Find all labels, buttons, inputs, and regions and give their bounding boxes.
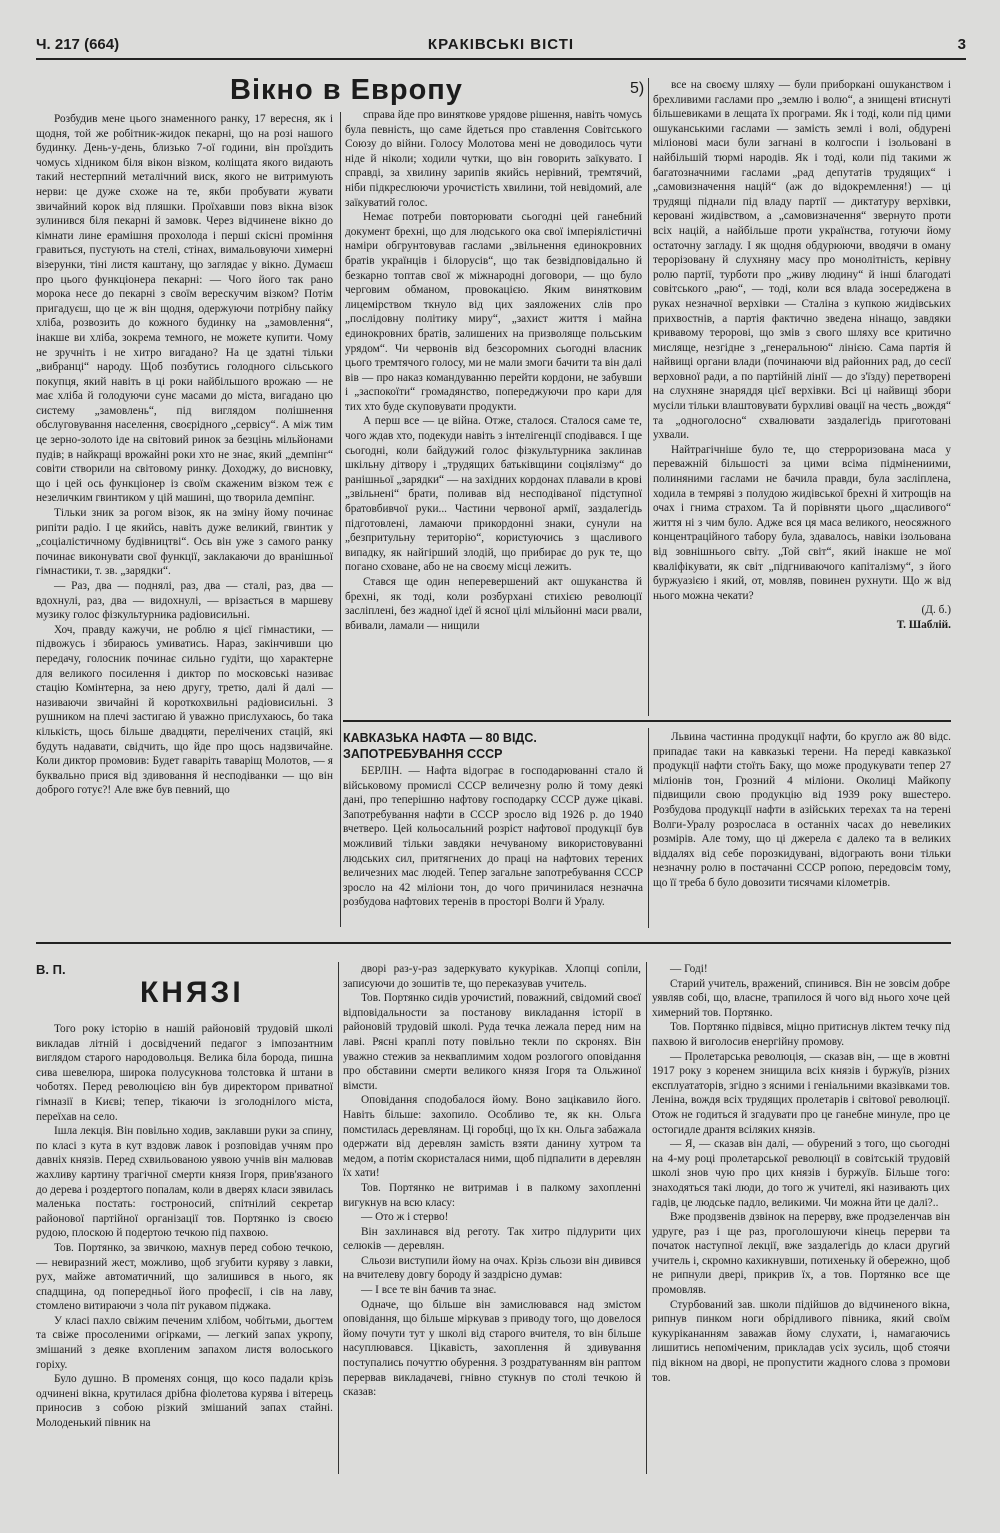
paragraph: Вже продзвенів дзвінок на перерву, вже продзеленчав він удруге, раз і ще раз, проголошуючи кінець перерви та початок наступної лекції, вже заздалегідь до класи другий учитель і, скромно кахикнувши, потихеньку й обережно, щоб не рипнули двері, прикрив їх, а тов. Портянко все ще промовляв. <box>652 1211 950 1297</box>
paragraph: Стався ще один неперевершений акт ошуканства й брехні, як тоді, коли розбурхані стихією революції засліплені, без жадної ідеї й ясної цілі мільйонні маси рвали, вбивали, ламали — нищили <box>345 576 642 632</box>
newspaper-name: КРАКІВСЬКІ ВІСТІ <box>427 36 575 53</box>
paragraph: — Ото ж і стерво! <box>361 1211 449 1224</box>
paragraph: Одначе, що більше він замислювався над змістом оповідання, що більше міркував з приводу того, що довелося йому почути тут у школі від старого вчителя, то він більше насуплювався. Цікавість, захоплення й здивування поступались почуттю обурення. З роздратуванням він раптом перервав викладачеві, гнівно стукнув по столі течкою й сказав: <box>343 1298 641 1399</box>
section-rule <box>343 720 951 722</box>
article3-column-2 <box>343 962 641 1474</box>
paragraph: Він захлинався від реготу. Так хитро підлурити цих селюків — деревлян. <box>343 1225 641 1253</box>
paragraph: Того року історію в нашій районовій трудовій школі викладав літній і досвідчений педагог з імпозантним виглядом старого народовольця. Велика біла борода, пишна сива шевелюра, широка полусукнова толстовка й штани в чоботях. Перед революцією він був директором приватної гімназії в Києві; тепер, тікаючи із зголоднілого міста, переїхав на село. <box>36 1023 333 1123</box>
paragraph: Стурбований зав. школи підійшов до відчиненого вікна, рипнув пинком ноги обрідливого півника, який своїм кукурікананням заважав йому слухати, і, намагаючись лишитись непоміченим, прикладав усіх зусиль, щоб стоячи під вікном на дворі, не пропустити жадного слова з промови тов. <box>652 1298 950 1384</box>
paragraph: Тов. Портянко не витримав і в палкому захопленні вигукнув на всю класу: <box>343 1181 641 1209</box>
paragraph: У класі пахло свіжим печеним хлібом, чобітьми, дьогтем та свіже просоленими огірками, — легкий запах укропу, змішаний з деяке вхопленим запахом листя волоського горіху. <box>36 1314 333 1371</box>
article3-title: КНЯЗІ <box>140 976 244 1009</box>
article1-part-number: 5) <box>630 80 645 97</box>
paragraph: Львина частинна продукції нафти, бо кругло аж 80 відс. припадає таки на кавказькі терени. На переді кавказької продукції нафти стоїть Баку, що може продукувати тепер 27 міліонів тон, Грозний 4 міліони. Околиці Майкопу підвищили свою продукцію від 1939 року вшестеро. Розбудова продукції нафти в азійських терехах та на терені Волги-Уралу розросласа в останніх часах до невеликих розмірів. Але тому, що ці джерела є далеко та в великих віддалях від себе порозкидувані, відограють вони тільки незначну ролю в постачанні СССР ропою, передовсім тому, що її треба б було довозити тисячами кілометрів. <box>653 731 951 889</box>
article2-column-1 <box>343 764 643 928</box>
paragraph: — Пролетарська революція, — сказав він, — ще в жовтні 1917 року з коренем знищила всіх князів і буржуїв, різних експлуататорів, згідно з ясними і геніальними вказівками тов. Леніна, вождя всіх трудящих пролетарів і світової революції. Отож не годиться й згадувати про це ганебне минуле, про це остогидле дрантя всіляких князів. <box>652 1050 950 1136</box>
column-rule <box>648 728 649 928</box>
article1-column-1 <box>36 112 333 927</box>
page-header <box>36 36 966 60</box>
article1-column-2 <box>345 108 642 716</box>
paragraph: Тов. Портянко, за звичкою, махнув перед собою течкою, — невиразний жест, можливо, щоб згубити куряву з лавки, рух, майже автоматичний, що залишився в нього, як спадщина, од попередньої його професії, і сів на лаву, стомлено витираючи з чола піт рукавом піджака. <box>36 1241 333 1313</box>
article3-column-1 <box>36 1022 333 1474</box>
paragraph: Оповідання сподобалося йому. Воно зацікавило його. Навіть більше: захопило. Особливо те, як кн. Ольга помстилась деревлянам. Ці горобці, що їх кн. Ольга забажала одержати від деревлян замість взяти данину хутром та медом, а потім скористалася ними, щоб підпалити в деревлян їх хати! <box>343 1094 641 1180</box>
paragraph: Тов. Портянко підвівся, міцно притиснув ліктем течку під пахвою й виголосив енергійну промову. <box>652 1021 950 1048</box>
section-rule <box>36 942 951 944</box>
continuation-note: (Д. б.) <box>921 604 951 617</box>
column-rule <box>646 962 647 1474</box>
paragraph: Тільки зник за рогом візок, як на зміну йому починає рипіти радіо. І це якийсь, навіть дуже великий, гвинтик у „соціалістичному будівництві“. Ось він уже з самого ранку починає виконувати свої функції, заклакаючи до вранішньої гімнастики, т. зв. „зарядки“. <box>36 507 333 578</box>
paragraph: — Я, — сказав він далі, — обурений з того, що сьогодні на 4-му році пролетарської революції в совітській трудовій школі знов чую про цих князів і буржуїв. Більше того: знаходяться такі люди, до того ж учителі, які називають цих гадів, це людське падло, великими. Чи можна йти це далі?.. <box>652 1138 950 1209</box>
article1-title: Вікно в Европу <box>230 74 463 106</box>
paragraph: Хоч, правду кажучи, не роблю я цієї гімнастики, — підвожусь і збираюсь умиватись. Нараз, закінчивши цю передачу, голосник починає сильно гудіти, що характерне для великого посилення і диктор по московські називає стацію Комінтерна, за нею другу, третю, далі й далі — називаючи звичайні й короткохвильні радіовисильні. З рушником на плечі застигаю й уважно прислухаюсь, бо така кількість, щось більше двадцяти, перелічених стацій, які будуть надавати, свідчить, що йде про щось надзвичайне. Коли диктор промовив: Будет гаваріть таваріщ Молотов, — я буквально прися від здивовання й несподіванки — що він доброго готує?! Але вже був певний, що <box>36 623 333 797</box>
issue-number: Ч. 217 (664) <box>36 36 120 53</box>
paragraph: Сльози виступили йому на очах. Крізь сльози він дивився на вчителеву довгу бороду й заздрісно думав: <box>343 1254 641 1282</box>
article2-title: КАВКАЗЬКА НАФТА — 80 ВІДС. ЗАПОТРЕБУВАННЯ СССР <box>343 731 537 761</box>
paragraph: справа йде про виняткове урядове рішення, навіть чомусь була певність, що саме йдеться про ставлення Совітського Союзу до війни. Голосу Молотова мені не доводилось чути ніде й ніколи; ходили чутки, що він говорить заїкувато. І справді, за хвилину зарипів якийсь нерівний, тремтячий, ніби підкреслюючи урочистість хвилини, той невідомий, але заїкуватий голос. <box>345 109 642 209</box>
paragraph: Було душно. В променях сонця, що косо падали крізь одчинені вікна, крутилася дрібна фіолетова курява і вітерець приносив з собою різкий змішаний запах стайні. Молоденький півник на <box>36 1373 333 1430</box>
paragraph: Ішла лекція. Він повільно ходив, заклавши руки за спину, по класі з кута в кут вздовж лавок і розповідав учням про давніх князів. Перед схвильованою уявою учнів він малював жахливу картину трагічної смерти князя Ігоря, прив'язаного до дерева і роздертого попалам, коли в дверях класи зявилась маленька постать: гостроносий, спітнілий секретар районової партійної організації тов. Портянко із своєю рудою, плоскою й подертою течкою під пахвою. <box>36 1125 333 1240</box>
paragraph: Розбудив мене цього знаменного ранку, 17 вересня, як і щодня, той же робітник-жидок пекарні, що на розі нашого будинку. День-у-день, близько 7-ої години, він проїздить чомусь хідником біля вікон візком, коліщата якого видають такий нестерпний металічний виск, якого не витримують нерви: це дуже схоже на те, якби пробувати жувати звичайний корок від пляшки. Проїхавши повз вікна візок зулинився біля пекарні й замовк. Через відчинене вікно до кімнати лине ерамішня прохолода і перші скісні проміння гравиться, пустують на стелі, стінах, вимальовуючи химерні візерунки, тіні листя каштану, що заглядає у вікно. Думаєш про цього функціонера пекарні: — Чого його так рано морока несе до пекарні з своїм верескучим візком? Потім пригадуєш, що це ж він щодня, одержуючи потрібну пайку хліба, розвозить до кожного будинку на „замовлення“, інакше ви хліба, зокрема темного, не можете купити. Чому не зручніть і не хитро вигадано? На це здатні тільки „вибранці“ народу. Щоб позбутись голодного сільського покупця, який навіть в ці роки найбільшого врожаю — не має хліба й голодуючи сунє масами до міста, вигадано цю систему „замовлень“, під виглядом полішнення обслуговування населення, своєрідного „сервісу“. А між тим це зерно-золото іде на світовий ринок за безцінь мільйонами пудів; в найкращі врожайні роки хто не знає, який „демпінг“ совіти створили на світовому ринку. Доходжу, до висновку, що і цей ось функціонер із своїм скаженим візком теж є незеличким гвинтиком у цій машині, що творила демпінг. <box>36 113 333 505</box>
page-number: 3 <box>957 36 966 53</box>
paragraph: Немає потреби повторювати сьогодні цей ганебний документ брехні, що для людського ока свої імперіялістичні наміри обгрунтовував гаслами „звільнення единокровних братів українців і білорусів“, що так безвідповідально й безкарно топтав свої ж міжнародні договори, — що було черговим обманом, провокацією. Яким винятковим лицемірством ткнуло від цих заяложених слів про „послідовну політику миру“, „захист життя і майна единокровних братів, залишених на призволяще польським урядом“. Чи червонів від безсоромних сьогодні власник цього тремтячого голосу, ми не мали змоги бачити та він далі вів — про наказ командуванню перейти кордони, не забувши і „заспокоїти“ громадянство, попереджуючи про кари для тих хто буде скуповувати продукти. <box>345 211 642 413</box>
paragraph: Найтрагічніше було те, що стерроризована маса у переважній більшості за цими всіма підмінениими, полиняними гаслами не бачила правди, була засліплена, ходила в темряві з полудою жидівської брехні й хитрощів на очах і гнима страхом. Та й порівняти цього „щасливого“ життя ні з чим було. Адже вся ця маса великого, неосяжного концентраційного табору була, здавалось, навіки ізольована від зовнішнього світу. „Той світ“, який інакше не мої кваліфікувати, як світ „підгниваючого капіталізму“, з його буржуазією і який, от, мовляв, повинен рухнути. Що ж від нього можна чекати? <box>653 443 951 602</box>
paragraph: — Годі! <box>670 963 708 975</box>
paragraph: — І все те він бачив та знає. <box>361 1284 497 1297</box>
paragraph: Старий учитель, вражений, спинився. Він не зовсім добре уявляв собі, що, власне, трапилося й чого від нього хоче цей химерний тов. Портянко. <box>652 977 950 1019</box>
column-rule <box>340 112 341 927</box>
column-rule <box>338 962 339 1474</box>
paragraph: все на своєму шляху — були приборкані ошуканством і брехливими гаслами про „землю і волю“, а знищені втиснуті більшевиками в лещата їх програми. Як і тоді, коли під цими ошуканськими гаслами — замість землі і волі, обдурені міліонові маси були загнані в колгоспи і ізольовані в найбільшій тюрмі народів. Як і тоді, коли під такими ж багатозначними гаслами „рад депутатів трудящих“ і „самовизначення націй“ (аж до відокремлення!) — ці трудящі піднали під владу партії — диктатуру верхівки, керовані жидівством, а „самовизначення“ звернуто проти всіх націй, а найбільше проти українства, готуючи йому остаточну загладу. І як щодня обдурюючи, вводячи в оману терорізовану й слухняну масу про монолітність, керівну ролю партії, турботи про „живу людину“ й інші благодаті совітського „раю“, — тоді, коли вся влада зосереджена в руках незначної верхівки — Сталіна з купкою жидівських прихвостнів, а партія фактично зведена нінащо, завдяки кривавому теророві, що змів з свого шляху все критично мисляще, незгідне з „генеральною“ лінією. Сама партія й найвищі органи влади (починаючи від районних рад, до сесії верховної ради, а по партійній лінії — до з'їзду) перетворені на слухняне знаряддя цієї верхівки. Всі ці найвищі збори мусіли тільки влаштовувати бурхливі овації на честь „вождя“ та „одноголосно“ схвалювати заздалегідь приготовані ухвали. <box>653 79 951 442</box>
paragraph: БЕРЛІН. — Нафта відограє в господарюванні стало й військовому промислі СССР величезну ролю й тому деякі дані, про теперішню нафтову господарку СССР дуже цікаві. Запотребування нафти в СССР зросло від 1926 р. до 1940 вчетверо. Цей кольосальний розріст нафтової продукції був можливий тільки завдяки нечуваному використовуванні людських сил, притягнених до праці на нафтових терених величезних мас людей. Тепер загальне запотребування СССР зросло на 42 міліони тон, до чого причинилася незначна розбудова нафтових теренів в просторі Волги й Уралу. <box>343 765 643 909</box>
column-rule <box>648 78 649 716</box>
paragraph: Тов. Портянко сидів урочистий, поважний, свідомий своєї відповідальности за постанову викладання історії в районовій трудовій школі. Руда течка лежала перед ним на лаві. Рясні краплі поту повільно текли по скронях. Він уважно стежив за некваплимим ходом розлогого оповідання про обставини смерти великого князя Ігоря та Ольжиної вімсти. <box>343 992 641 1092</box>
article3-author: В. П. <box>36 962 66 977</box>
paragraph: — Раз, два — поднялі, раз, два — сталі, раз, два — вдохнулі, раз, два — видохнулі, — врізається в маршеву музику голос фізкультурника радіовисильні. <box>36 580 333 622</box>
article3-column-3 <box>652 962 950 1474</box>
article1-author: Т. Шаблій. <box>896 618 951 631</box>
article2-column-2 <box>653 730 951 928</box>
paragraph: дворі раз-у-раз задеркувато кукурікав. Хлопці сопіли, записуючи до зошитів те, що переказував учитель. <box>343 963 641 990</box>
article1-column-3 <box>653 78 951 715</box>
paragraph: А перш все — це війна. Отже, сталося. Сталося саме те, чого ждав хто, подекуди навіть з інтелігенції сподівався. І ще сьогодні, коли байдужий голос фізкультурника заклинав шкільну дітвору і „трудящих батьківщини соціялізму“ до ранішньої „зарядки“ — на західних кордонах плавали в крові „звільнені“ брати, поливав від несподіваної підступної братовбивчої руки... Частини червоної армії, заздалегідь підготовлені, ламаючи прикордонні знаки, сунули на „безпритульну територію“, користуючись з щасливого випадку, як найгірший злодій, що прибирає до рук те, що погано сховане, або не на своєму місці лежить. <box>345 415 642 574</box>
